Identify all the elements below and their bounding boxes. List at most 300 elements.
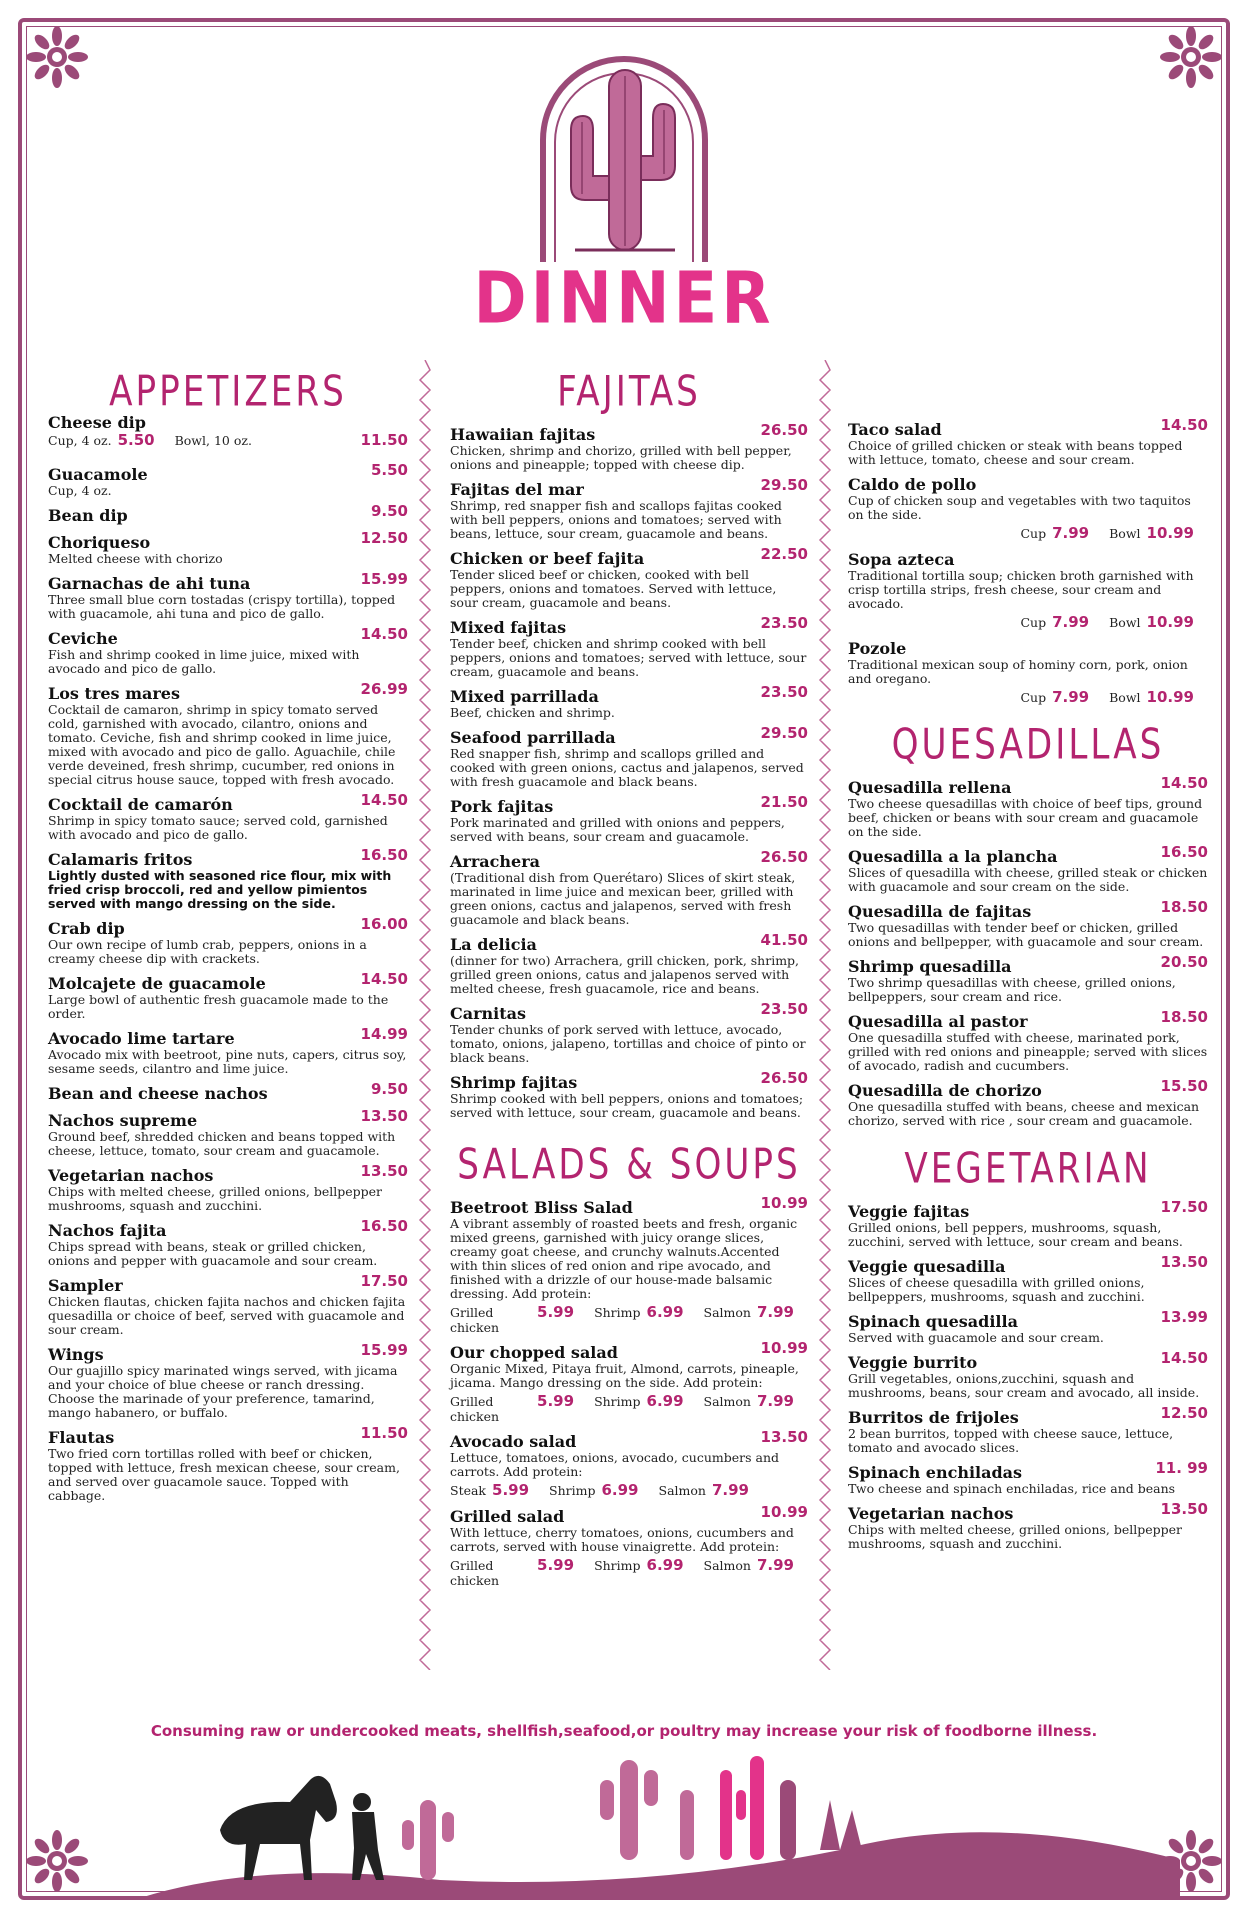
menu-item — [48, 1217, 408, 1268]
menu-item-name: Burritos de frijoles — [848, 1408, 1019, 1427]
menu-item-description: Cup of chicken soup and vegetables with two taquitos on the side. — [848, 493, 1191, 522]
menu-item-price: 5.50 — [370, 461, 408, 479]
option-price: 7.99 — [1052, 688, 1090, 706]
menu-item — [450, 1503, 808, 1588]
quesadillas-list — [848, 774, 1208, 1128]
menu-item — [450, 476, 808, 541]
menu-item-description: Shrimp, red snapper fish and scallops fajitas cooked with bell peppers, onions and tomatoes; served with beans, lettuce, sour cream, guacamole and beans. — [450, 498, 782, 541]
menu-item-description: 2 bean burritos, topped with cheese sauce, lettuce, tomato and avocado slices. — [848, 1426, 1174, 1455]
option-label: Salmon — [658, 1483, 706, 1498]
menu-item-name: Shrimp fajitas — [450, 1073, 578, 1092]
menu-item-price: 11. 99 — [1155, 1459, 1208, 1477]
column-divider — [418, 360, 432, 1670]
menu-item-header — [848, 1253, 1208, 1276]
menu-item-price: 14.50 — [1160, 1349, 1208, 1367]
menu-item-description: Organic Mixed, Pitaya fruit, Almond, carrots, pineaple, jicama. Mango dressing on the side. Add protein: — [450, 1361, 799, 1390]
menu-item-price: 15.50 — [1160, 1077, 1208, 1095]
menu-item-header — [450, 1339, 808, 1362]
option-price: 7.99 — [1052, 524, 1090, 542]
menu-item-header — [848, 1198, 1208, 1221]
menu-item-name: Fajitas del mar — [450, 480, 584, 499]
menu-item — [48, 570, 408, 621]
menu-item-header — [48, 1424, 408, 1447]
menu-item-header — [48, 846, 408, 869]
appetizers-list — [48, 413, 408, 1503]
menu-item-header — [848, 1349, 1208, 1372]
option-price: 6.99 — [646, 1303, 684, 1321]
menu-item-name: Beetroot Bliss Salad — [450, 1198, 633, 1217]
option-label: Grilled chicken — [450, 1305, 500, 1335]
menu-item — [450, 793, 808, 844]
menu-item-description: Two cheese and spinach enchiladas, rice and beans — [848, 1481, 1176, 1496]
menu-item-description: Melted cheese with chorizo — [48, 551, 223, 566]
appetizers-column — [48, 365, 408, 1511]
menu-item-name: Wings — [48, 1345, 104, 1364]
menu-item-price: 13.50 — [360, 1107, 408, 1125]
menu-item-price: 23.50 — [760, 1000, 808, 1018]
menu-item-description: Two quesadillas with tender beef or chicken, grilled onions and bellpepper, with guacamole and sour cream. — [848, 920, 1204, 949]
menu-item — [848, 898, 1208, 949]
menu-item — [848, 774, 1208, 839]
menu-item-name: Mixed parrillada — [450, 687, 599, 706]
fajitas-column — [450, 365, 808, 1596]
menu-item-header — [48, 1080, 408, 1103]
menu-item-header — [848, 843, 1208, 866]
option-label: Bowl — [1109, 690, 1141, 705]
menu-item-description: One quesadilla stuffed with beans, cheese and mexican chorizo, served with rice , sour cream and guacamole. — [848, 1099, 1200, 1128]
menu-item-name: Bean and cheese nachos — [48, 1084, 268, 1103]
menu-item — [450, 1428, 808, 1499]
menu-item-header — [48, 529, 408, 552]
size-price-row — [848, 688, 1208, 706]
section-title-salads: SALADS & SOUPS — [457, 1139, 801, 1189]
menu-item-price: 17.50 — [360, 1272, 408, 1290]
menu-item-header — [450, 1000, 808, 1023]
section-title-quesadillas: QUESADILLAS — [891, 719, 1165, 769]
menu-item-name: Avocado lime tartare — [48, 1029, 235, 1048]
menu-item-header — [450, 421, 808, 444]
menu-item-name: Quesadilla rellena — [848, 778, 1012, 797]
menu-item — [48, 1272, 408, 1337]
menu-item-header — [48, 1025, 408, 1048]
menu-item-description: Served with guacamole and sour cream. — [848, 1330, 1104, 1345]
menu-item — [450, 614, 808, 679]
menu-item — [48, 1107, 408, 1158]
menu-item — [450, 1069, 808, 1120]
menu-item — [848, 1308, 1208, 1345]
menu-item-price: 26.50 — [760, 421, 808, 439]
menu-item-price: 21.50 — [760, 793, 808, 811]
menu-item — [48, 1424, 408, 1503]
menu-item-description: Chips with melted cheese, grilled onions, bellpepper mushrooms, squash and zucchini. — [48, 1184, 383, 1213]
menu-item-header — [450, 1069, 808, 1092]
menu-item-description: Slices of quesadilla with cheese, grilled steak or chicken with guacamole and sour cream on the side. — [848, 865, 1208, 894]
menu-item — [48, 529, 408, 566]
menu-item-description: Chicken flautas, chicken fajita nachos and chicken fajita quesadilla or choice of beef, served with guacamole and sour cream. — [48, 1294, 406, 1337]
menu-item-name: Spinach quesadilla — [848, 1312, 1018, 1331]
menu-item-name: Quesadilla al pastor — [848, 1012, 1028, 1031]
menu-item-name: Caldo de pollo — [848, 475, 977, 494]
menu-item-name: Our chopped salad — [450, 1343, 618, 1362]
menu-item — [450, 931, 808, 996]
menu-item-price: 14.99 — [360, 1025, 408, 1043]
option-label: Grilled chicken — [450, 1558, 500, 1588]
menu-item — [450, 545, 808, 610]
size-price-row — [450, 1556, 808, 1588]
menu-item-name: Vegetarian nachos — [848, 1504, 1014, 1523]
menu-item-name: Pozole — [848, 639, 907, 658]
option-price: 5.99 — [537, 1392, 575, 1410]
menu-item-name: La delicia — [450, 935, 537, 954]
menu-item-name: Bean dip — [48, 506, 128, 525]
menu-item-description: Traditional mexican soup of hominy corn, pork, onion and oregano. — [848, 657, 1188, 686]
section-title-vegetarian: VEGETARIAN — [904, 1143, 1152, 1193]
menu-item-description: Two shrimp quesadillas with cheese, grilled onions, bellpeppers, sour cream and rice. — [848, 975, 1176, 1004]
soups-column — [848, 416, 1208, 1559]
menu-item-price: 18.50 — [1160, 1008, 1208, 1026]
menu-item — [48, 461, 408, 498]
menu-item — [450, 1194, 808, 1335]
menu-item — [848, 1404, 1208, 1455]
menu-item-price: 22.50 — [760, 545, 808, 563]
menu-item-name: Ceviche — [48, 629, 118, 648]
menu-item-description: Chips spread with beans, steak or grilled chicken, onions and pepper with guacamole and sour cream. — [48, 1239, 378, 1268]
menu-item-description: Grilled onions, bell peppers, mushrooms, squash, zucchini, served with lettuce, sour cream and beans. — [848, 1220, 1183, 1249]
menu-item-name: Garnachas de ahi tuna — [48, 574, 251, 593]
size-price-row — [450, 1392, 808, 1424]
menu-item — [848, 1253, 1208, 1304]
menu-item — [848, 639, 1208, 706]
menu-item-description: Chips with melted cheese, grilled onions, bellpepper mushrooms, squash and zucchini. — [848, 1522, 1183, 1551]
menu-item-price: 9.50 — [370, 502, 408, 520]
menu-item-name: Taco salad — [848, 420, 942, 439]
soups-list — [848, 416, 1208, 706]
menu-item-price: 9.50 — [370, 1080, 408, 1098]
foodborne-warning: Consuming raw or undercooked meats, shellfish,seafood,or poultry may increase your risk of foodborne illness. — [150, 1722, 1098, 1740]
menu-item — [848, 1459, 1208, 1496]
menu-item-description: Slices of cheese quesadilla with grilled onions, bellpeppers, mushrooms, squash and zucchini. — [848, 1275, 1145, 1304]
menu-item — [450, 421, 808, 472]
menu-item-description: Choice of grilled chicken or steak with beans topped with lettuce, tomato, cheese and sour cream. — [848, 438, 1183, 467]
menu-item-price: 23.50 — [760, 614, 808, 632]
menu-item-name: Hawaiian fajitas — [450, 425, 596, 444]
menu-item — [848, 1198, 1208, 1249]
menu-item-header — [450, 793, 808, 816]
menu-item-name: Seafood parrillada — [450, 728, 616, 747]
flower-icon — [22, 1826, 92, 1896]
menu-item-price: 14.50 — [360, 791, 408, 809]
menu-item-price: 16.50 — [360, 846, 408, 864]
menu-item-header — [848, 1459, 1208, 1482]
menu-item-price: 14.50 — [1160, 416, 1208, 434]
menu-item-description: Fish and shrimp cooked in lime juice, mixed with avocado and pico de gallo. — [48, 647, 360, 676]
menu-item-description: With lettuce, cherry tomatoes, onions, cucumbers and carrots, served with house vinaigrette. Add protein: — [450, 1525, 794, 1554]
menu-item — [848, 550, 1208, 631]
menu-item — [450, 683, 808, 720]
menu-item-price: 11.50 — [360, 431, 408, 449]
menu-item-header — [848, 1500, 1208, 1523]
menu-item-name: Guacamole — [48, 465, 148, 484]
menu-item — [48, 846, 408, 911]
menu-item-name: Pork fajitas — [450, 797, 554, 816]
size-price-row — [450, 1303, 808, 1335]
menu-item-header — [48, 1217, 408, 1240]
option-price: 10.99 — [1146, 688, 1194, 706]
menu-item-header — [848, 898, 1208, 921]
menu-item-name: Veggie quesadilla — [848, 1257, 1006, 1276]
column-divider — [818, 360, 832, 1670]
menu-item-header — [48, 791, 408, 814]
menu-item-header — [450, 545, 808, 568]
menu-item — [848, 416, 1208, 467]
menu-item — [848, 843, 1208, 894]
menu-item-price: 15.99 — [360, 570, 408, 588]
menu-item-name: Molcajete de guacamole — [48, 974, 266, 993]
menu-item-header — [48, 570, 408, 593]
option-label: Shrimp — [594, 1305, 641, 1320]
menu-item-header — [450, 1428, 808, 1451]
menu-item-price: 29.50 — [760, 724, 808, 742]
menu-item-price: 15.99 — [360, 1341, 408, 1359]
menu-item-name: Mixed fajitas — [450, 618, 567, 637]
menu-item-price: 13.99 — [1160, 1308, 1208, 1326]
menu-item-name: Cheese dip — [48, 413, 146, 432]
menu-item-header — [848, 1308, 1208, 1331]
section-title-appetizers: APPETIZERS — [109, 366, 347, 416]
menu-item-description: Two fried corn tortillas rolled with beef or chicken, topped with lettuce, fresh mexican cheese, sour cream, and served over guacamole sauce. Topped with cabbage. — [48, 1446, 400, 1503]
menu-item — [848, 1077, 1208, 1128]
menu-item-name: Grilled salad — [450, 1507, 565, 1526]
size-price-row — [48, 431, 338, 449]
menu-item — [48, 1025, 408, 1076]
menu-item-description: Large bowl of authentic fresh guacamole made to the order. — [48, 992, 389, 1021]
option-price: 5.50 — [117, 431, 155, 449]
menu-item-description: Cocktail de camaron, shrimp in spicy tomato served cold, garnished with avocado, cilantro, onions and tomato. Ceviche, fish and shrimp cooked in lime juice, mixed with avocado and pico de gallo. Aguachile, chile verde deveined, fresh shrimp, cucumber, red onions in special citrus house sauce, topped with fresh avocado. — [48, 702, 396, 787]
menu-item-header — [450, 1503, 808, 1526]
menu-item-header — [848, 1008, 1208, 1031]
menu-item-header — [48, 1107, 408, 1130]
menu-item — [48, 791, 408, 842]
option-label: Shrimp — [594, 1394, 641, 1409]
menu-item-header — [450, 683, 808, 706]
menu-item-price: 10.99 — [760, 1194, 808, 1212]
menu-item-price: 16.50 — [1160, 843, 1208, 861]
menu-item-price: 26.99 — [360, 680, 408, 698]
menu-item-price: 20.50 — [1160, 953, 1208, 971]
menu-item-description: Red snapper fish, shrimp and scallops grilled and cooked with green onions, cactus and jalapenos, served with fresh guacamole and black beans. — [450, 746, 804, 789]
menu-item-description: One quesadilla stuffed with cheese, marinated pork, grilled with red onions and pineapple; served with slices of avocado, radish and cucumbers. — [848, 1030, 1208, 1073]
option-label: Steak — [450, 1483, 487, 1498]
menu-item-price: 16.50 — [360, 1217, 408, 1235]
menu-item — [848, 1008, 1208, 1073]
menu-item-description: Shrimp cooked with bell peppers, onions and tomatoes; served with lettuce, sour cream, guacamole and beans. — [450, 1091, 804, 1120]
menu-item-description: Our guajillo spicy marinated wings served, with jicama and your choice of blue cheese or ranch dressing. Choose the marinade of your preference, tamarind, mango habanero, or buffalo. — [48, 1363, 398, 1420]
menu-item-name: Veggie fajitas — [848, 1202, 970, 1221]
menu-item-price: 14.50 — [1160, 774, 1208, 792]
menu-item-description: Traditional tortilla soup; chicken broth garnished with crisp tortilla strips, fresh cheese, sour cream and avocado. — [848, 568, 1194, 611]
menu-item-description: A vibrant assembly of roasted beets and fresh, organic mixed greens, garnished with juicy orange slices, creamy goat cheese, and crunchy walnuts.Accented with thin slices of red onion and ripe avocado, and finished with a drizzle of our house-made balsamic dressing. Add protein: — [450, 1216, 798, 1301]
option-label: Grilled chicken — [450, 1394, 500, 1424]
menu-item-header — [848, 1404, 1208, 1427]
menu-item-name: Los tres mares — [48, 684, 180, 703]
menu-item-header — [48, 1272, 408, 1295]
option-label: Salmon — [703, 1394, 751, 1409]
menu-item-description: Chicken, shrimp and chorizo, grilled with bell pepper, onions and pineapple; topped with cheese dip. — [450, 443, 792, 472]
option-price: 6.99 — [601, 1481, 639, 1499]
menu-item-description: Ground beef, shredded chicken and beans topped with cheese, lettuce, tomato, sour cream and guacamole. — [48, 1129, 396, 1158]
menu-item — [48, 413, 408, 457]
menu-item-description: Tender beef, chicken and shrimp cooked with bell peppers, onions and tomatoes; served with lettuce, sour cream, guacamole and beans. — [450, 636, 807, 679]
menu-item-header — [450, 848, 808, 871]
menu-item — [48, 1162, 408, 1213]
menu-item-header — [450, 931, 808, 954]
menu-item-price: 13.50 — [1160, 1500, 1208, 1518]
menu-item — [48, 915, 408, 966]
menu-item-header — [48, 680, 408, 703]
menu-item — [848, 1349, 1208, 1400]
cactus-logo-icon — [535, 50, 713, 266]
option-label: Bowl, 10 oz. — [174, 433, 252, 448]
desert-landscape-icon — [140, 1740, 1180, 1900]
menu-item-price: 26.50 — [760, 1069, 808, 1087]
menu-item-header — [450, 1194, 808, 1217]
menu-item-header — [848, 639, 1208, 658]
menu-item-price: 18.50 — [1160, 898, 1208, 916]
menu-item-header — [848, 475, 1208, 494]
menu-item-price: 14.50 — [360, 970, 408, 988]
menu-item-price: 13.50 — [360, 1162, 408, 1180]
menu-item-price: 14.50 — [360, 625, 408, 643]
menu-item-name: Carnitas — [450, 1004, 527, 1023]
menu-item-name: Choriqueso — [48, 533, 151, 552]
option-price: 10.99 — [1146, 613, 1194, 631]
option-price: 7.99 — [711, 1481, 749, 1499]
menu-item-price: 11.50 — [360, 1424, 408, 1442]
menu-item — [848, 1500, 1208, 1551]
flower-icon — [1156, 22, 1226, 92]
option-label: Bowl — [1109, 526, 1141, 541]
menu-item-name: Nachos supreme — [48, 1111, 198, 1130]
menu-item-header — [848, 1077, 1208, 1100]
menu-item-header — [848, 774, 1208, 797]
menu-item-description: Our own recipe of lumb crab, peppers, onions in a creamy cheese dip with crackets. — [48, 937, 367, 966]
menu-item-description: Beef, chicken and shrimp. — [450, 705, 615, 720]
menu-item-price: 10.99 — [760, 1339, 808, 1357]
option-label: Shrimp — [549, 1483, 596, 1498]
menu-item-name: Quesadilla a la plancha — [848, 847, 1058, 866]
menu-item-price: 12.50 — [1160, 1404, 1208, 1422]
menu-item-header — [48, 502, 408, 525]
menu-item-name: Arrachera — [450, 852, 540, 871]
size-price-row — [450, 1481, 808, 1499]
menu-item-description: Three small blue corn tostadas (crispy tortilla), topped with guacamole, ahi tuna and pico de gallo. — [48, 592, 396, 621]
option-label: Cup — [1020, 690, 1047, 705]
menu-item-description: Tender chunks of pork served with lettuce, avocado, tomato, onions, jalapeno, tortillas and choice of pinto or black beans. — [450, 1022, 806, 1065]
menu-item — [450, 1339, 808, 1424]
menu-item-name: Quesadilla de fajitas — [848, 902, 1032, 921]
option-label: Salmon — [703, 1558, 751, 1573]
menu-item — [48, 970, 408, 1021]
menu-item-price: 29.50 — [760, 476, 808, 494]
menu-item-description: (dinner for two) Arrachera, grill chicken, pork, shrimp, grilled green onions, catus and jalapenos served with melted cheese, fresh guacamole, rice and beans. — [450, 953, 800, 996]
section-title-fajitas: FAJITAS — [557, 366, 701, 416]
menu-item-name: Avocado salad — [450, 1432, 577, 1451]
menu-item-header — [48, 461, 408, 484]
option-price: 5.99 — [537, 1556, 575, 1574]
menu-item-description: Shrimp in spicy tomato sauce; served cold, garnished with avocado and pico de gallo. — [48, 813, 388, 842]
option-label: Salmon — [703, 1305, 751, 1320]
menu-item-header — [48, 625, 408, 648]
option-price: 10.99 — [1146, 524, 1194, 542]
menu-item-name: Flautas — [48, 1428, 115, 1447]
menu-item — [48, 1341, 408, 1420]
menu-item-name: Veggie burrito — [848, 1353, 978, 1372]
menu-item-description: Lightly dusted with seasoned rice flour, mix with fried crisp broccoli, red and yellow pimientos served with mango dressing on the side. — [48, 868, 392, 911]
menu-item-header — [848, 953, 1208, 976]
option-label: Cup, 4 oz. — [48, 433, 112, 448]
menu-item-name: Sampler — [48, 1276, 123, 1295]
option-price: 7.99 — [756, 1556, 794, 1574]
menu-item — [450, 1000, 808, 1065]
option-label: Shrimp — [594, 1558, 641, 1573]
menu-item-name: Cocktail de camarón — [48, 795, 233, 814]
option-price: 6.99 — [646, 1392, 684, 1410]
option-price: 7.99 — [1052, 613, 1090, 631]
menu-item-name: Calamaris fritos — [48, 850, 193, 869]
option-label: Cup — [1020, 526, 1047, 541]
menu-item-price: 12.50 — [360, 529, 408, 547]
page-title: DINNER — [473, 257, 775, 341]
menu-item — [450, 848, 808, 927]
menu-item-header — [848, 550, 1208, 569]
menu-item — [48, 1080, 408, 1103]
menu-item-description: Cup, 4 oz. — [48, 483, 112, 498]
flower-icon — [22, 22, 92, 92]
menu-item-header — [48, 970, 408, 993]
menu-item-price: 23.50 — [760, 683, 808, 701]
menu-item — [48, 625, 408, 676]
menu-item-price: 13.50 — [760, 1428, 808, 1446]
menu-item-name: Chicken or beef fajita — [450, 549, 645, 568]
salads-list — [450, 1194, 808, 1588]
menu-item-description: Pork marinated and grilled with onions and peppers, served with beans, sour cream and guacamole. — [450, 815, 785, 844]
menu-item — [848, 953, 1208, 1004]
menu-item-description: (Traditional dish from Querétaro) Slices of skirt steak, marinated in lime juice and mexican beer, grilled with green onions, cactus and jalapenos, served with fresh guacamole and black beans. — [450, 870, 796, 927]
option-price: 7.99 — [756, 1392, 794, 1410]
menu-item — [450, 724, 808, 789]
size-price-row — [848, 524, 1208, 542]
menu-item-header — [450, 724, 808, 747]
menu-item-name: Nachos fajita — [48, 1221, 167, 1240]
menu-item-header — [48, 1341, 408, 1364]
menu-item-price: 10.99 — [760, 1503, 808, 1521]
menu-item-name: Crab dip — [48, 919, 125, 938]
menu-item-price: 17.50 — [1160, 1198, 1208, 1216]
menu-item-description: Tender sliced beef or chicken, cooked with bell peppers, onions and tomatoes. Served with lettuce, sour cream, guacamole and beans. — [450, 567, 777, 610]
size-price-row — [848, 613, 1208, 631]
menu-item-price: 13.50 — [1160, 1253, 1208, 1271]
menu-item-description: Lettuce, tomatoes, onions, avocado, cucumbers and carrots. Add protein: — [450, 1450, 780, 1479]
menu-item — [48, 680, 408, 787]
option-price: 7.99 — [756, 1303, 794, 1321]
menu-item-name: Spinach enchiladas — [848, 1463, 1023, 1482]
menu-item-header — [48, 915, 408, 938]
menu-item-price: 41.50 — [760, 931, 808, 949]
fajitas-list — [450, 421, 808, 1120]
option-price: 5.99 — [492, 1481, 530, 1499]
option-price: 5.99 — [537, 1303, 575, 1321]
menu-item-name: Shrimp quesadilla — [848, 957, 1012, 976]
